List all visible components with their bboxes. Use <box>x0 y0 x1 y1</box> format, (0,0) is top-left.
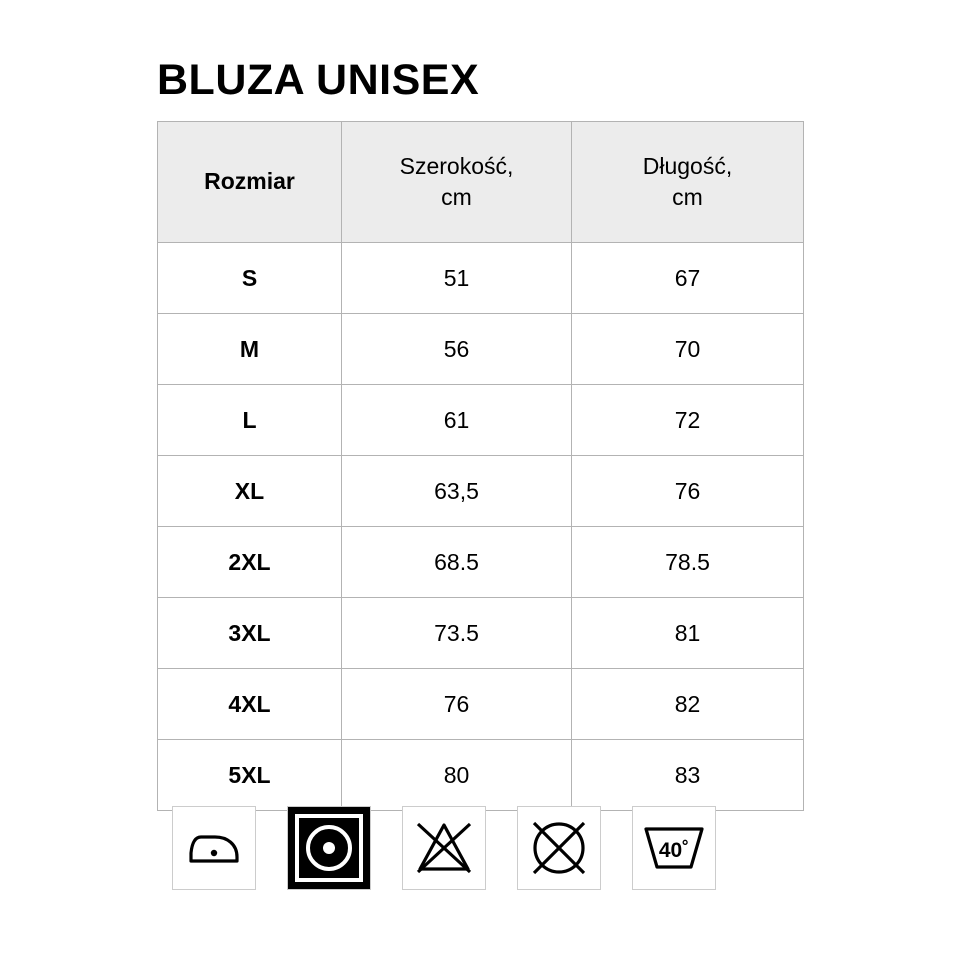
cell-size: M <box>158 314 342 385</box>
column-header-width <box>342 122 572 243</box>
cell-size: 2XL <box>158 527 342 598</box>
column-header-size: Rozmiar <box>158 122 342 243</box>
cell-length: 83 <box>572 740 804 811</box>
cell-length: 76 <box>572 456 804 527</box>
iron-low-heat-icon <box>172 806 256 890</box>
cell-width: 68.5 <box>342 527 572 598</box>
cell-width: 76 <box>342 669 572 740</box>
table-row <box>158 385 804 456</box>
cell-length: 82 <box>572 669 804 740</box>
cell-length: 72 <box>572 385 804 456</box>
cell-size: 5XL <box>158 740 342 811</box>
cell-width: 56 <box>342 314 572 385</box>
table-header-row <box>158 122 804 243</box>
do-not-dry-clean-icon <box>517 806 601 890</box>
table-row <box>158 598 804 669</box>
cell-size: XL <box>158 456 342 527</box>
cell-width: 63,5 <box>342 456 572 527</box>
cell-length: 67 <box>572 243 804 314</box>
table-row <box>158 456 804 527</box>
cell-length: 70 <box>572 314 804 385</box>
page-title: BLUZA UNISEX <box>157 56 480 104</box>
cell-width: 80 <box>342 740 572 811</box>
column-header-length <box>572 122 804 243</box>
cell-size: 4XL <box>158 669 342 740</box>
wash-40-degrees-icon <box>632 806 716 890</box>
cell-length: 81 <box>572 598 804 669</box>
wash-temperature-label: 40˚ <box>658 839 690 862</box>
care-instructions <box>172 806 716 890</box>
table-body <box>158 243 804 811</box>
column-header-length-line1: Długość, <box>642 152 733 179</box>
table-row <box>158 669 804 740</box>
table-header <box>158 122 804 243</box>
table-row <box>158 740 804 811</box>
table-row <box>158 243 804 314</box>
column-header-length-line2: cm <box>672 184 703 210</box>
table-row <box>158 527 804 598</box>
cell-length: 78.5 <box>572 527 804 598</box>
cell-width: 51 <box>342 243 572 314</box>
cell-size: 3XL <box>158 598 342 669</box>
tumble-dry-normal-icon <box>287 806 371 890</box>
size-table <box>157 121 804 811</box>
cell-size: S <box>158 243 342 314</box>
cell-width: 73.5 <box>342 598 572 669</box>
column-header-width-line1: Szerokość, <box>399 152 514 179</box>
column-header-width-line2: cm <box>441 184 472 210</box>
cell-width: 61 <box>342 385 572 456</box>
table-row <box>158 314 804 385</box>
do-not-bleach-icon <box>402 806 486 890</box>
cell-size: L <box>158 385 342 456</box>
